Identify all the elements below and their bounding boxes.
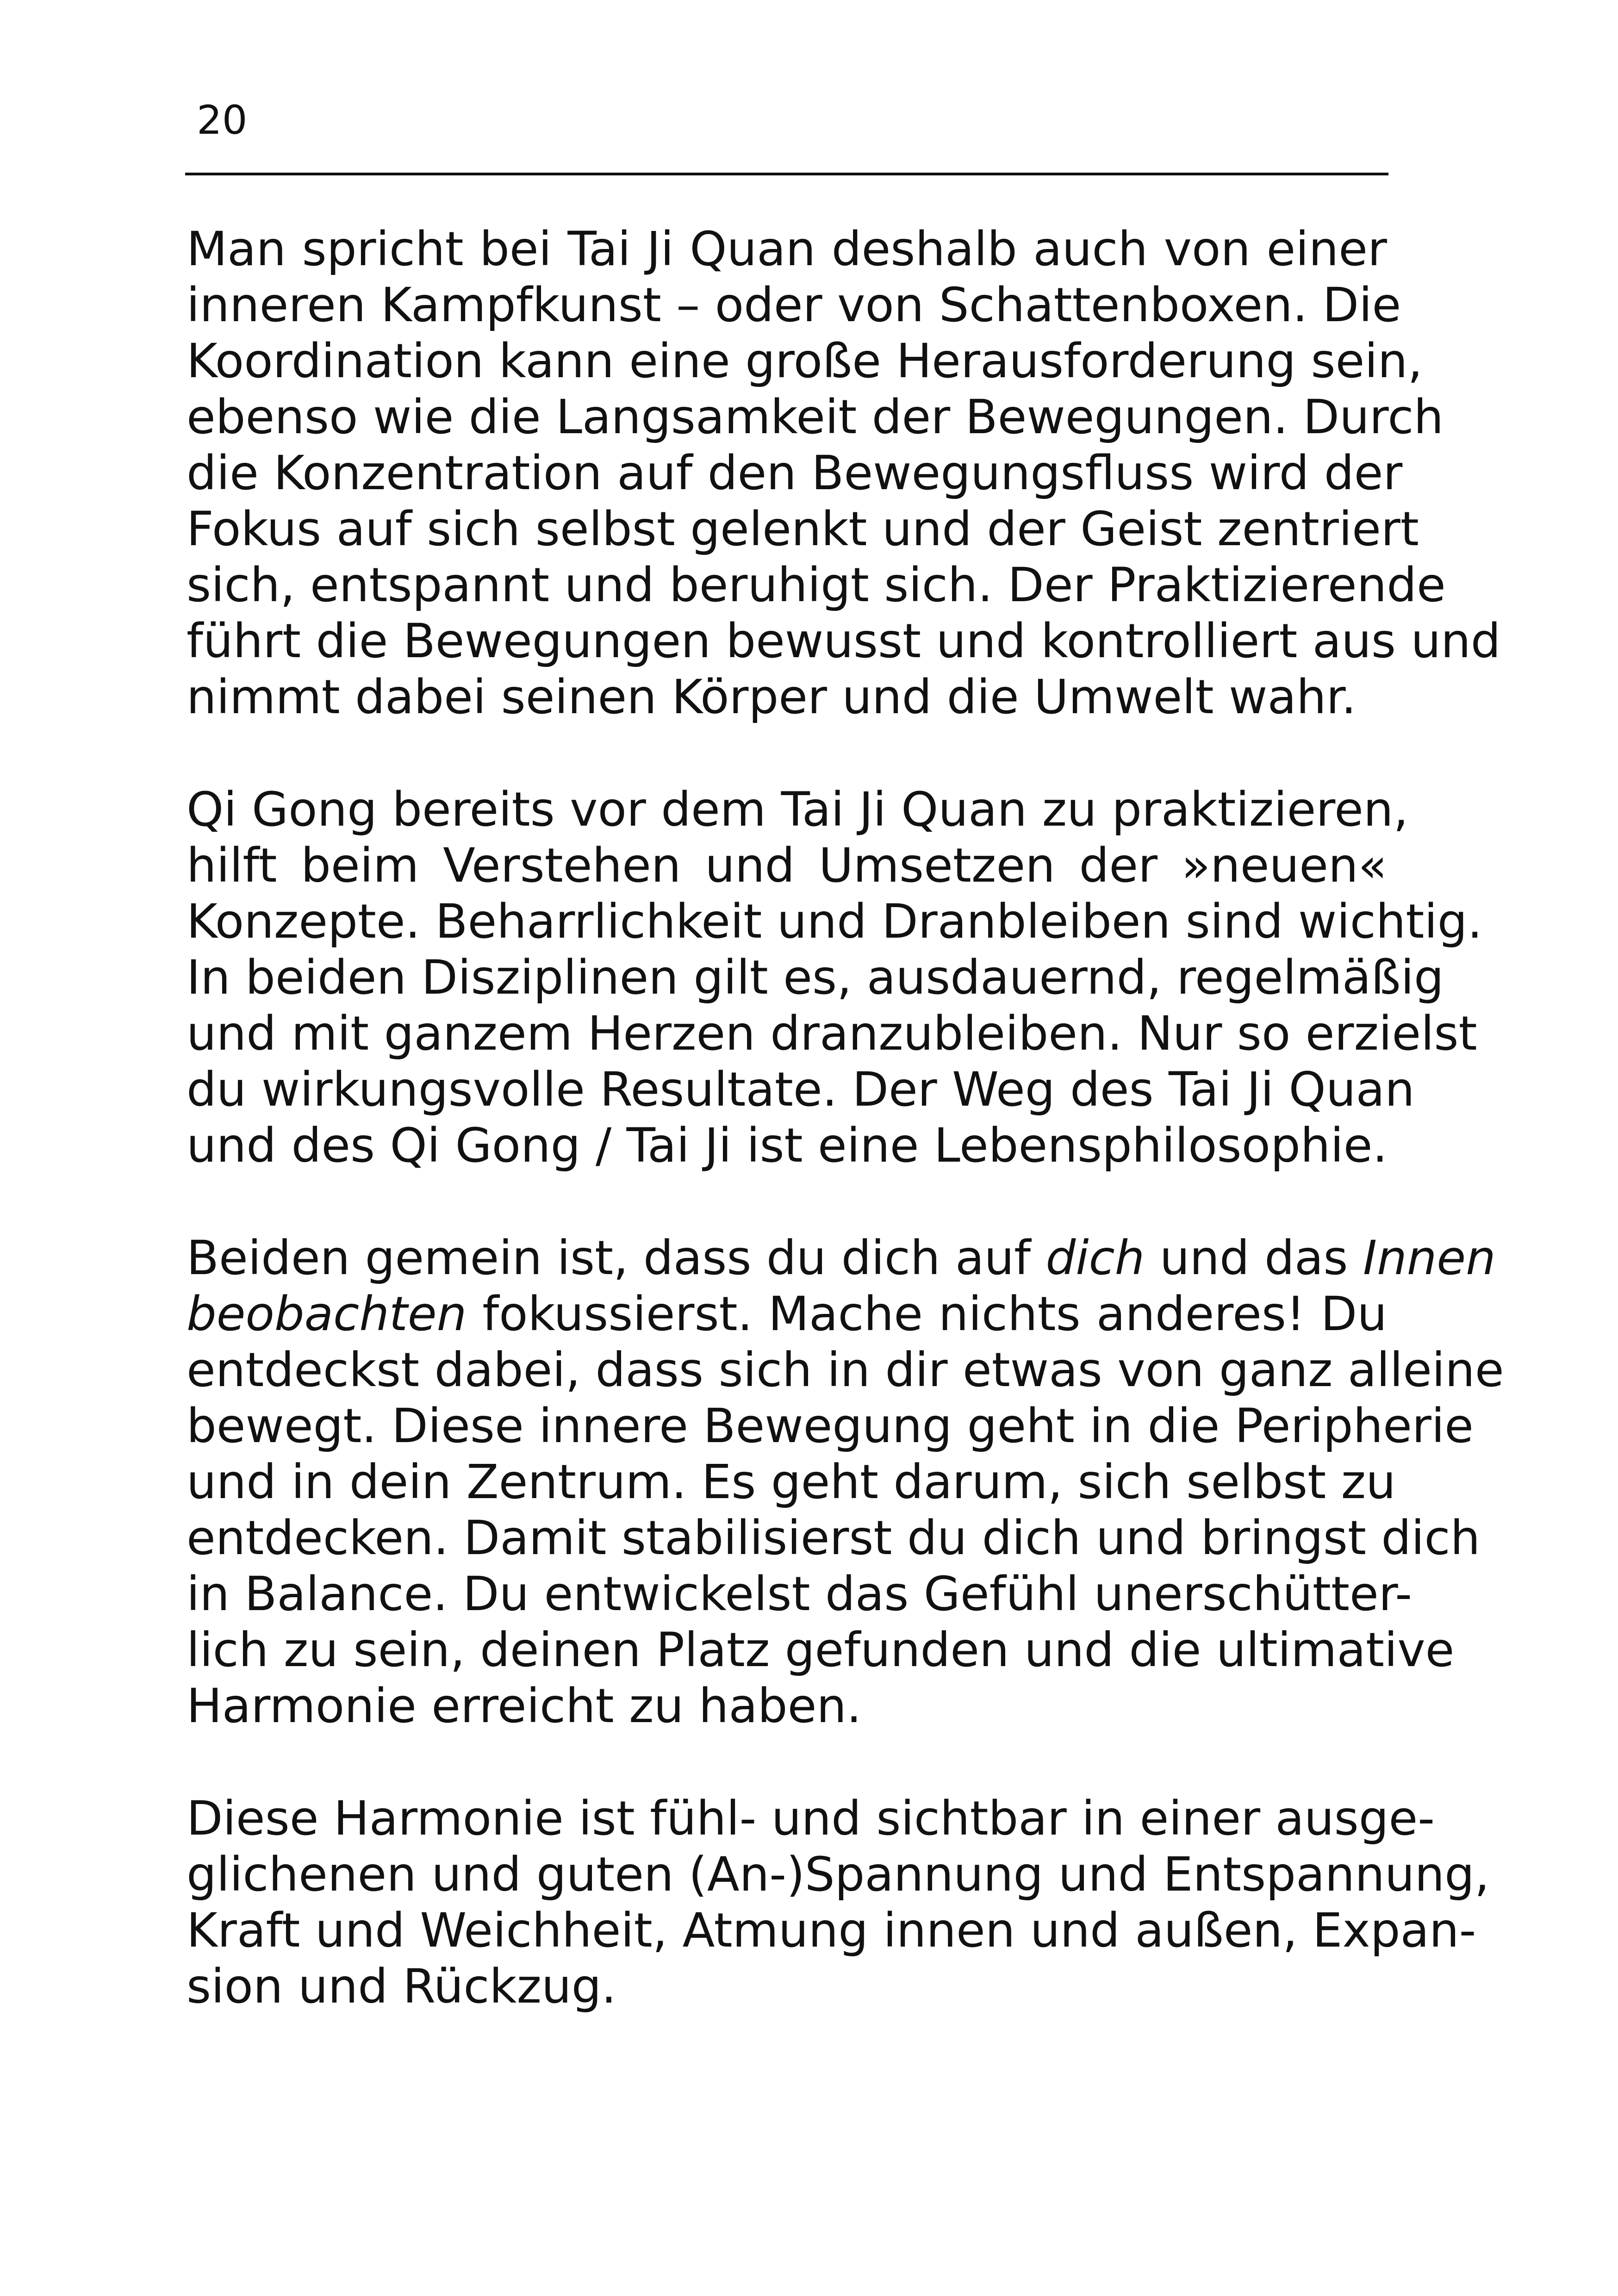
text-line: lich zu sein, deinen Platz gefunden und die ultimative bbox=[187, 1623, 1455, 1678]
text-line: Koordination kann eine große Herausforderung sein, bbox=[187, 334, 1423, 389]
text-segment: Beiden gemein ist, dass du dich auf bbox=[187, 1231, 1046, 1286]
body-text bbox=[187, 221, 1504, 2015]
text-line: Harmonie erreicht zu haben. bbox=[187, 1679, 862, 1734]
text-line: und des Qi Gong / Tai Ji ist eine Lebensphilosophie. bbox=[187, 1118, 1388, 1173]
emphasis: Innen bbox=[1363, 1231, 1496, 1286]
text-line: Kraft und Weichheit, Atmung innen und außen, Expan- bbox=[187, 1903, 1476, 1958]
text-line: entdecken. Damit stabilisierst du dich und bringst dich bbox=[187, 1511, 1481, 1566]
text-line bbox=[187, 1286, 1387, 1342]
paragraph-2 bbox=[187, 782, 1482, 1174]
text-line: du wirkungsvolle Resultate. Der Weg des Tai Ji Quan bbox=[187, 1062, 1415, 1117]
text-line: hilft beim Verstehen und Umsetzen der »neuen« bbox=[187, 838, 1387, 893]
text-line: die Konzentration auf den Bewegungsfluss wird der bbox=[187, 446, 1403, 501]
text-segment: und das bbox=[1145, 1231, 1363, 1286]
text-line: und mit ganzem Herzen dranzubleiben. Nur so erzielst bbox=[187, 1006, 1477, 1061]
text-line: sion und Rückzug. bbox=[187, 1959, 616, 2014]
text-line: führt die Bewegungen bewusst und kontrolliert aus und bbox=[187, 614, 1501, 669]
paragraph-4 bbox=[187, 1791, 1490, 2015]
text-line: ebenso wie die Langsamkeit der Bewegungen. Durch bbox=[187, 390, 1444, 445]
text-line: und in dein Zentrum. Es geht darum, sich selbst zu bbox=[187, 1455, 1396, 1510]
text-line: Man spricht bei Tai Ji Quan deshalb auch von einer bbox=[187, 222, 1387, 277]
paragraph-1 bbox=[187, 221, 1501, 725]
emphasis: dich bbox=[1045, 1231, 1145, 1286]
text-line: in Balance. Du entwickelst das Gefühl unerschütter- bbox=[187, 1567, 1413, 1622]
page-number: 20 bbox=[197, 97, 248, 143]
text-line: Konzepte. Beharrlichkeit und Dranbleiben sind wichtig. bbox=[187, 894, 1482, 949]
text-line: entdeckst dabei, dass sich in dir etwas von ganz alleine bbox=[187, 1343, 1504, 1398]
paragraph-3 bbox=[187, 1230, 1504, 1734]
text-line: inneren Kampfkunst – oder von Schattenboxen. Die bbox=[187, 278, 1401, 333]
text-line: Diese Harmonie ist fühl- und sichtbar in einer ausge- bbox=[187, 1791, 1435, 1846]
text-line: bewegt. Diese innere Bewegung geht in die Peripherie bbox=[187, 1399, 1474, 1454]
text-line: sich, entspannt und beruhigt sich. Der Praktizierende bbox=[187, 558, 1446, 613]
text-segment: fokussierst. Mache nichts anderes! Du bbox=[467, 1287, 1387, 1342]
text-line: Fokus auf sich selbst gelenkt und der Geist zentriert bbox=[187, 502, 1419, 557]
emphasis: beobachten bbox=[187, 1287, 467, 1342]
text-line: In beiden Disziplinen gilt es, ausdauernd, regelmäßig bbox=[187, 950, 1444, 1005]
header-rule bbox=[185, 173, 1388, 175]
text-line: Qi Gong bereits vor dem Tai Ji Quan zu praktizieren, bbox=[187, 782, 1408, 837]
text-line bbox=[187, 1230, 1496, 1286]
text-line: glichenen und guten (An-)Spannung und Entspannung, bbox=[187, 1847, 1490, 1902]
text-line: nimmt dabei seinen Körper und die Umwelt wahr. bbox=[187, 670, 1357, 725]
